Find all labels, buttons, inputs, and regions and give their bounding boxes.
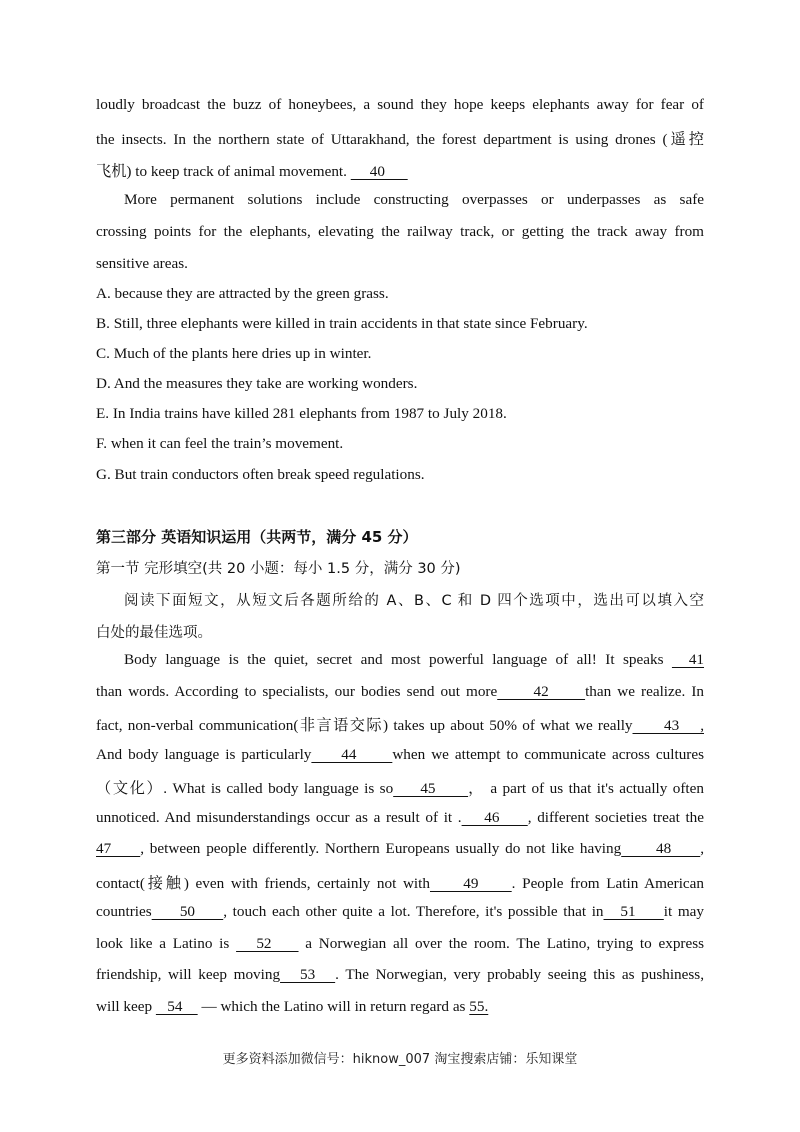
cloze-text: , different societies treat the [527,809,705,826]
cloze-line-6 [96,809,704,827]
blank-40: 40 [350,163,408,180]
blank-41: 41 [671,651,705,668]
option-b: B. Still, three elephants were killed in train accidents in that state since February. [96,315,588,332]
cloze-line-1 [124,651,704,669]
option-a: A. because they are attracted by the green grass. [96,285,389,302]
blank-46: 46 [461,809,528,826]
cloze-text: fact, non-verbal communication(非言语交际) takes up about 50% of what we really [96,717,633,734]
cloze-text: when we attempt to communicate across cultures [392,746,704,763]
instructions-line-2: 白处的最佳选项。 [96,625,212,641]
cloze-text: it may [663,903,705,920]
cloze-text: . People from Latin American [511,875,705,892]
option-e: E. In India trains have killed 281 elephants from 1987 to July 2018. [96,405,507,422]
instructions-line-1: 阅读下面短文，从短文后各题所给的 A、B、C 和 D 四个选项中，选出可以填入空 [124,593,704,609]
passage-para2-line-3: sensitive areas. [96,255,188,272]
blank-49: 49 [429,875,512,892]
cloze-line-2 [96,683,704,701]
cloze-text: . The Norwegian, very probably seeing this as pushiness, [335,966,705,983]
passage-line-2: the insects. In the northern state of Uttarakhand, the forest department is using drones (遥控 [96,131,704,148]
option-f: F. when it can feel the train’s movement. [96,435,344,452]
blank-44: 44 [311,746,393,763]
cloze-text: And body language is particularly [96,746,312,763]
cloze-line-11 [96,966,704,984]
cloze-text: contact(接触) even with friends, certainly not with [96,875,430,892]
cloze-text: — which the Latino will in return regard as [201,998,466,1015]
cloze-line-12 [96,998,488,1016]
option-c: C. Much of the plants here dries up in winter. [96,345,372,362]
blank-42: 42 [497,683,586,700]
blank-48: 48 [621,840,701,857]
cloze-text: （文化）. What is called body language is so [96,780,394,797]
passage-para2-line-1: More permanent solutions include constructing overpasses or underpasses as safe [124,191,704,208]
blank-43: 43 , [632,717,704,734]
option-g: G. But train conductors often break speed regulations. [96,466,425,483]
passage-line-1: loudly broadcast the buzz of honeybees, a sound they hope keeps elephants away for fear of [96,96,704,113]
cloze-text: will keep [96,998,153,1015]
option-d: D. And the measures they take are working wonders. [96,375,418,392]
blank-52: 52 [236,935,299,952]
cloze-text: unnoticed. And misunderstandings occur as a result of it . [96,809,462,826]
cloze-line-8 [96,872,704,893]
cloze-text: , [700,840,705,857]
section1-title: 第一节 完形填空(共 20 小题：每小 1.5 分，满分 30 分) [96,561,461,577]
blank-51: 51 [603,903,664,920]
passage-para2-line-2: crossing points for the elephants, elevating the railway track, or getting the track away from [96,223,704,240]
blank-53: 53 [280,966,336,983]
blank-50: 50 [151,903,224,920]
cloze-text: countries [96,903,152,920]
cloze-line-3 [96,714,704,735]
cloze-text: ， a part of us that it's actually often [468,780,704,797]
cloze-text: , touch each other quite a lot. Therefore, it's possible that in [223,903,604,920]
blank-55: 55. [469,998,489,1015]
cloze-text: a Norwegian all over the room. The Latino, trying to express [305,935,705,952]
blank-54: 54 [155,998,198,1015]
cloze-line-4 [96,746,704,764]
blank-47: 47 [96,840,141,857]
page-footer: 更多资料添加微信号：hiknow_007 淘宝搜索店铺：乐知课堂 [222,1052,578,1067]
cloze-text: , between people differently. Northern Europeans usually do not like having [140,840,622,857]
cloze-line-10 [96,935,704,953]
passage-line-3 [96,160,408,181]
cloze-text: than words. According to specialists, our bodies send out more [96,683,498,700]
cloze-line-5 [96,777,704,798]
cloze-line-7 [96,840,704,858]
blank-45: 45 [393,780,469,797]
cloze-text: look like a Latino is [96,935,230,952]
cloze-line-9 [96,903,704,921]
cloze-text: than we realize. In [585,683,705,700]
cloze-text: Body language is the quiet, secret and most powerful language of all! It speaks [124,651,664,668]
passage-text: 飞机) to keep track of animal movement. [96,163,347,180]
part3-title: 第三部分 英语知识运用（共两节，满分 45 分） [96,528,418,546]
cloze-text: friendship, will keep moving [96,966,281,983]
